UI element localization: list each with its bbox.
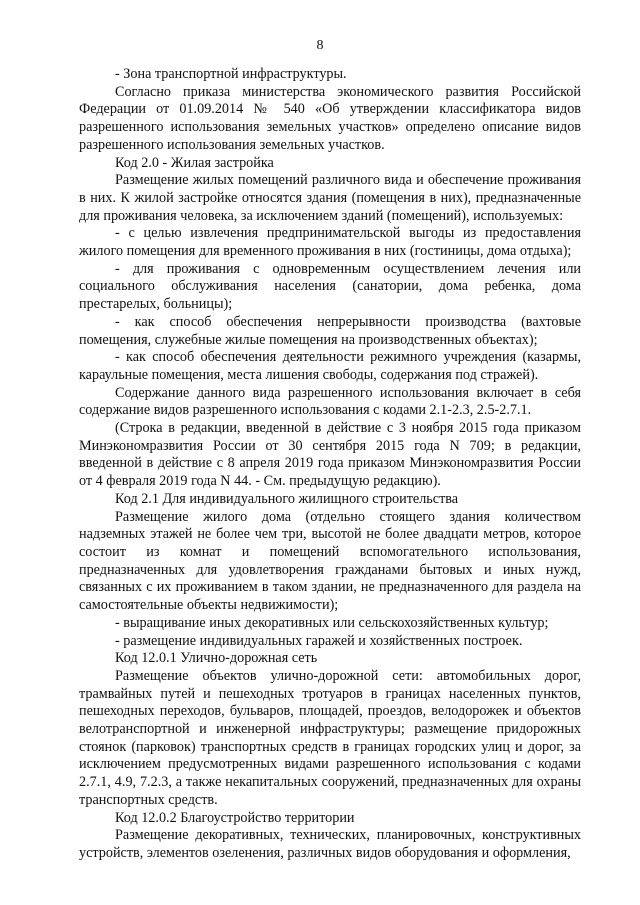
paragraph-individual-house: Размещение жилого дома (отдельно стоящего здания количеством надземных этажей не более чем три, высотой не более двадцати метров, которое состоит из комнат и помещений вспомогательного использования, предназначенных для удовлетворения гражданами бытовых и иных нужд, связанных с их проживанием в таком здании, не предназначенного для раздела на самостоятельные объекты недвижимости); bbox=[79, 508, 581, 614]
list-item-crops: - выращивание иных декоративных или сельскохозяйственных культур; bbox=[115, 614, 549, 631]
list-item-shift-housing: - как способ обеспечения непрерывности производства (вахтовые помещения, служебные жилые помещения на производственных объектах); bbox=[79, 313, 581, 348]
list-item-sanatoriums: - для проживания с одновременным осуществлением лечения или социального обслуживания населения (санатории, дома ребенка, дома престарелых, больницы); bbox=[79, 260, 581, 313]
paragraph-zone-transport: - Зона транспортной инфраструктуры. bbox=[115, 66, 347, 82]
heading-code-12-0-1: Код 12.0.1 Улично-дорожная сеть bbox=[115, 650, 318, 667]
document-body bbox=[79, 66, 581, 863]
heading-code-2-0: Код 2.0 - Жилая застройка bbox=[115, 154, 274, 171]
list-item-garages: - размещение индивидуальных гаражей и хозяйственных построек. bbox=[115, 632, 523, 649]
paragraph-order-reference: Согласно приказа министерства экономического развития Российской Федерации от 01.09.2014 № 540 «Об утверждении классификатора видов разрешенного использования земельных участков» определено описание видов разрешенного использования земельных участков. bbox=[79, 83, 581, 153]
paragraph-edition-note: (Строка в редакции, введенной в действие с 3 ноября 2015 года приказом Минэкономразвития России от 30 сентября 2015 года N 709; в редакции, введенной в действие с 8 апреля 2019 года приказом Минэкономразвития России от 4 февраля 2019 года N 44. - См. предыдущую редакцию). bbox=[79, 420, 581, 490]
paragraph-content-codes: Содержание данного вида разрешенного использования включает в себя содержание видов разрешенного использования с кодами 2.1-2.3, 2.5-2.7.1. bbox=[79, 384, 581, 419]
heading-code-12-0-2: Код 12.0.2 Благоустройство территории bbox=[115, 809, 355, 826]
list-item-hotels: - с целью извлечения предпринимательской выгоды из предоставления жилого помещения для временного проживания в них (гостиницы, дома отдыха); bbox=[79, 225, 581, 260]
paragraph-street-network: Размещение объектов улично-дорожной сети: автомобильных дорог, трамвайных путей и пешеходных тротуаров в границах населенных пунктов, пешеходных переходов, бульваров, площадей, проездов, велодорожек и объектов велотранспортной и инженерной инфраструктуры; размещение придорожных стоянок (парковок) транспортных средств в границах городских улиц и дорог, за исключением предусмотренных видами разрешенного использования с кодами 2.7.1, 4.9, 7.2.3, а также некапитальных сооружений, предназначенных для охраны транспортных средств. bbox=[79, 667, 581, 808]
paragraph-residential-definition: Размещение жилых помещений различного вида и обеспечение проживания в них. К жилой застройке относятся здания (помещения в них), предназначенные для проживания человека, за исключением зданий (помещений), используемых: bbox=[79, 172, 581, 224]
page-number: 8 bbox=[316, 38, 324, 53]
paragraph-landscaping: Размещение декоративных, технических, планировочных, конструктивных устройств, элементов озеленения, различных видов оборудования и оформления, bbox=[79, 827, 581, 861]
heading-code-2-1: Код 2.1 Для индивидуального жилищного строительства bbox=[115, 490, 459, 507]
list-item-barracks: - как способ обеспечения деятельности режимного учреждения (казармы, караульные помещения, места лишения свободы, содержания под стражей). bbox=[79, 349, 581, 383]
